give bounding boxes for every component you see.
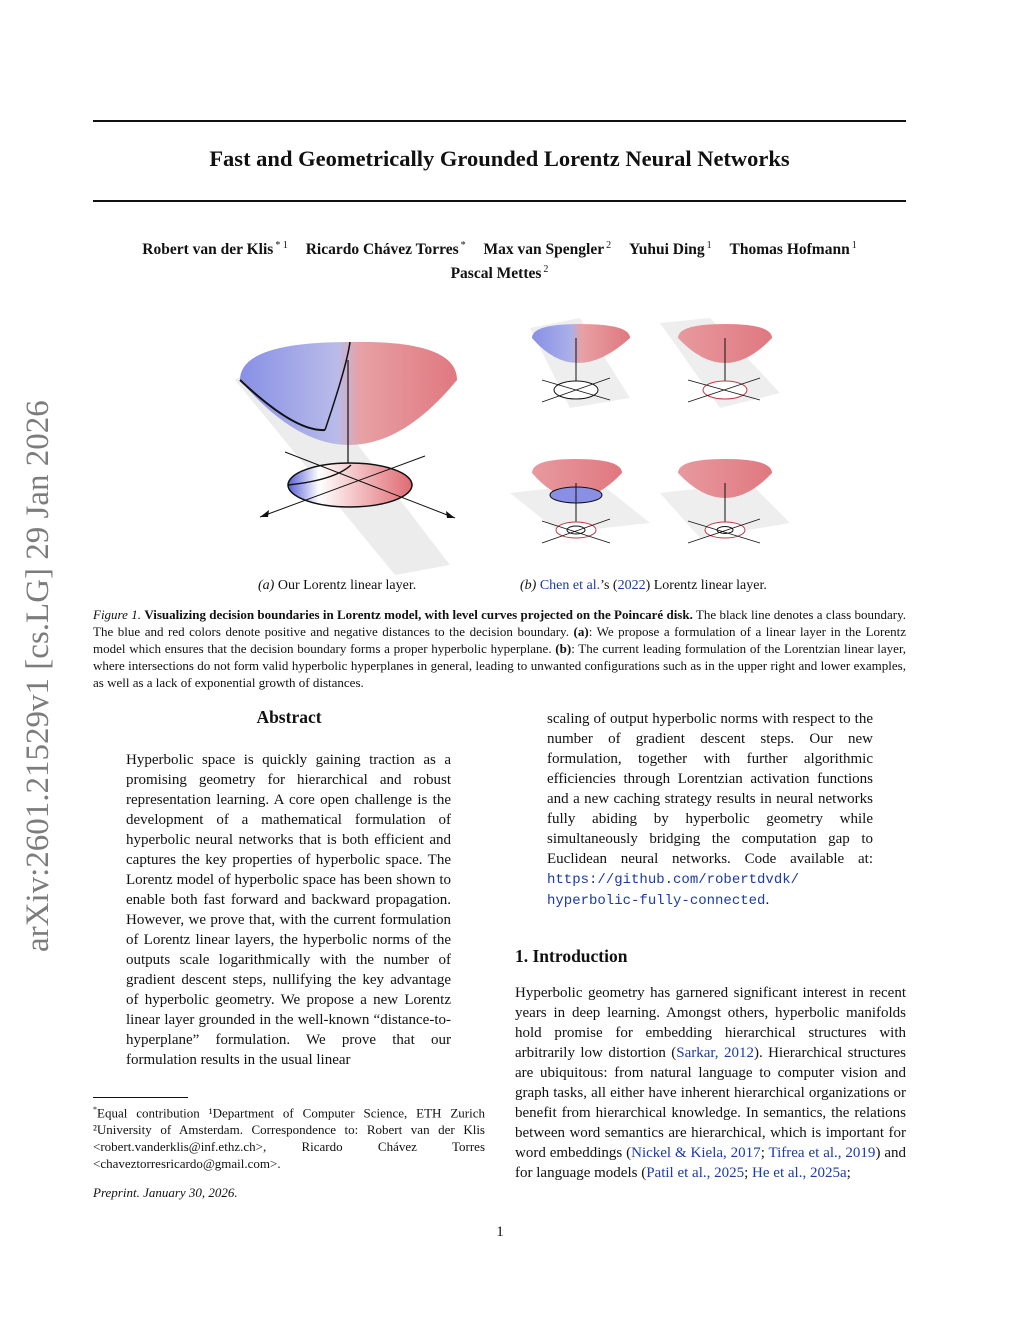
code-link[interactable]: hyperbolic-fully-connected	[547, 893, 766, 909]
author: Ricardo Chávez Torres *	[305, 240, 466, 259]
citation-link[interactable]: He et al., 2025a	[752, 1165, 847, 1181]
citation-link[interactable]: 2022	[617, 578, 646, 593]
author: Robert van der Klis $^{* 1}$	[142, 240, 288, 259]
citation-link[interactable]: Tifrea et al., 2019	[768, 1145, 876, 1161]
abstract-continued: scaling of output hyperbolic norms with respect to the number of gradient descent steps. Our new formulation, together with further algorithmic efficiencies through Lorentzian activation functions and a new caching strategy results in neural networks fully abiding by hyperbolic geometry while simultaneously bridging the computation gap to Euclidean neural networks. Code available at: https://github.com/robertdvdk/ hyperbolic-fully-connected.	[547, 711, 873, 909]
subcaption-b: (b) Chen et al.’s (2022) Lorentz linear layer.	[520, 578, 767, 593]
title-rule-bottom	[93, 200, 906, 202]
introduction-body: Hyperbolic geometry has garnered significant interest in recent years in deep learning. Amongst others, hyperbolic manifolds hold promise for embedding hierarchical structures with arbitrarily low distortion (Sarkar, 2012). Hierarchical structures are ubiquitous: from natural language to computer vision and graph tasks, all either have inherent hierarchical organizations or benefit from hierarchical knowledge. In semantics, the relations between word semantics are hierarchical, which is important for word embeddings (Nickel & Kiela, 2017; Tifrea et al., 2019) and for language models (Patil et al., 2025; He et al., 2025a;	[515, 985, 906, 1181]
citation-link[interactable]: Patil et al., 2025	[646, 1165, 745, 1181]
section-heading-introduction: 1. Introduction	[515, 946, 628, 966]
title-rule-top	[93, 120, 906, 122]
figure-a-lorentz-layer	[225, 320, 475, 575]
footnote: *Equal contribution ¹Department of Computer Science, ETH Zurich ²University of Amsterdam. Correspondence to: Robert van der Klis <robert.vanderklis@inf.ethz.ch>, Ricardo Chávez Torres <chaveztorresricardo@gmail.com>.	[93, 1105, 485, 1172]
citation-link[interactable]: Nickel & Kiela, 2017	[631, 1145, 761, 1161]
footnote-rule	[93, 1097, 188, 1098]
author: Max van Spengler $^2$	[483, 240, 612, 259]
author: Thomas Hofmann $^1$	[729, 240, 857, 259]
paper-title: Fast and Geometrically Grounded Lorentz Neural Networks	[209, 146, 790, 171]
figure-caption: Figure 1. Visualizing decision boundaries in Lorentz model, with level curves projected on the Poincaré disk. The black line denotes a class boundary. The blue and red colors denote positive and negative distances to the decision boundary. (a): We propose a formulation of a linear layer in the Lorentz model which ensures that the decision boundary forms a proper hyperbolic hyperplane. (b): The current leading formulation of the Lorentzian linear layer, where intersections do not form valid hyperbolic hyperplanes in general, leading to unwanted configurations such as in the upper right and lower examples, as well as a lack of exponential growth of distances.	[93, 607, 907, 690]
subcaption-a: (a) Our Lorentz linear layer.	[258, 578, 417, 593]
arxiv-stamp	[20, 372, 70, 952]
abstract-body: Hyperbolic space is quickly gaining traction as a promising geometry for hierarchical and robust representation learning. A core open challenge is the development of a mathematical formulation of hyperbolic neural networks that is both efficient and captures the key properties of hyperbolic space. The Lorentz model of hyperbolic space has been shown to enable both fast forward and backward propagation. However, we prove that, with the current formulation of Lorentz linear layers, the hyperbolic norms of the outputs scale logarithmically with the number of gradient descent steps, nullifying the key advantage of hyperbolic geometry. We propose a new Lorentz linear layer grounded in the well-known “distance-to-hyperplane” formulation. We prove that our formulation results in the usual linear	[126, 752, 451, 1068]
citation-link[interactable]: Chen et al.	[539, 578, 601, 593]
preprint-date: Preprint. January 30, 2026.	[93, 1185, 238, 1200]
abstract-heading: Abstract	[256, 707, 322, 727]
figure-b-chen-layer	[510, 318, 790, 558]
arxiv-stamp-text: arXiv:2601.21529v1 [cs.LG] 29 Jan 2026	[20, 400, 56, 952]
citation-link[interactable]: Sarkar, 2012	[676, 1045, 754, 1061]
author: Pascal Mettes $^2$	[450, 264, 549, 283]
author-list	[93, 236, 906, 284]
page-number: 1	[496, 1224, 504, 1240]
code-link[interactable]: https://github.com/robertdvdk/	[547, 872, 800, 888]
author: Yuhui Ding $^1$	[628, 240, 712, 259]
